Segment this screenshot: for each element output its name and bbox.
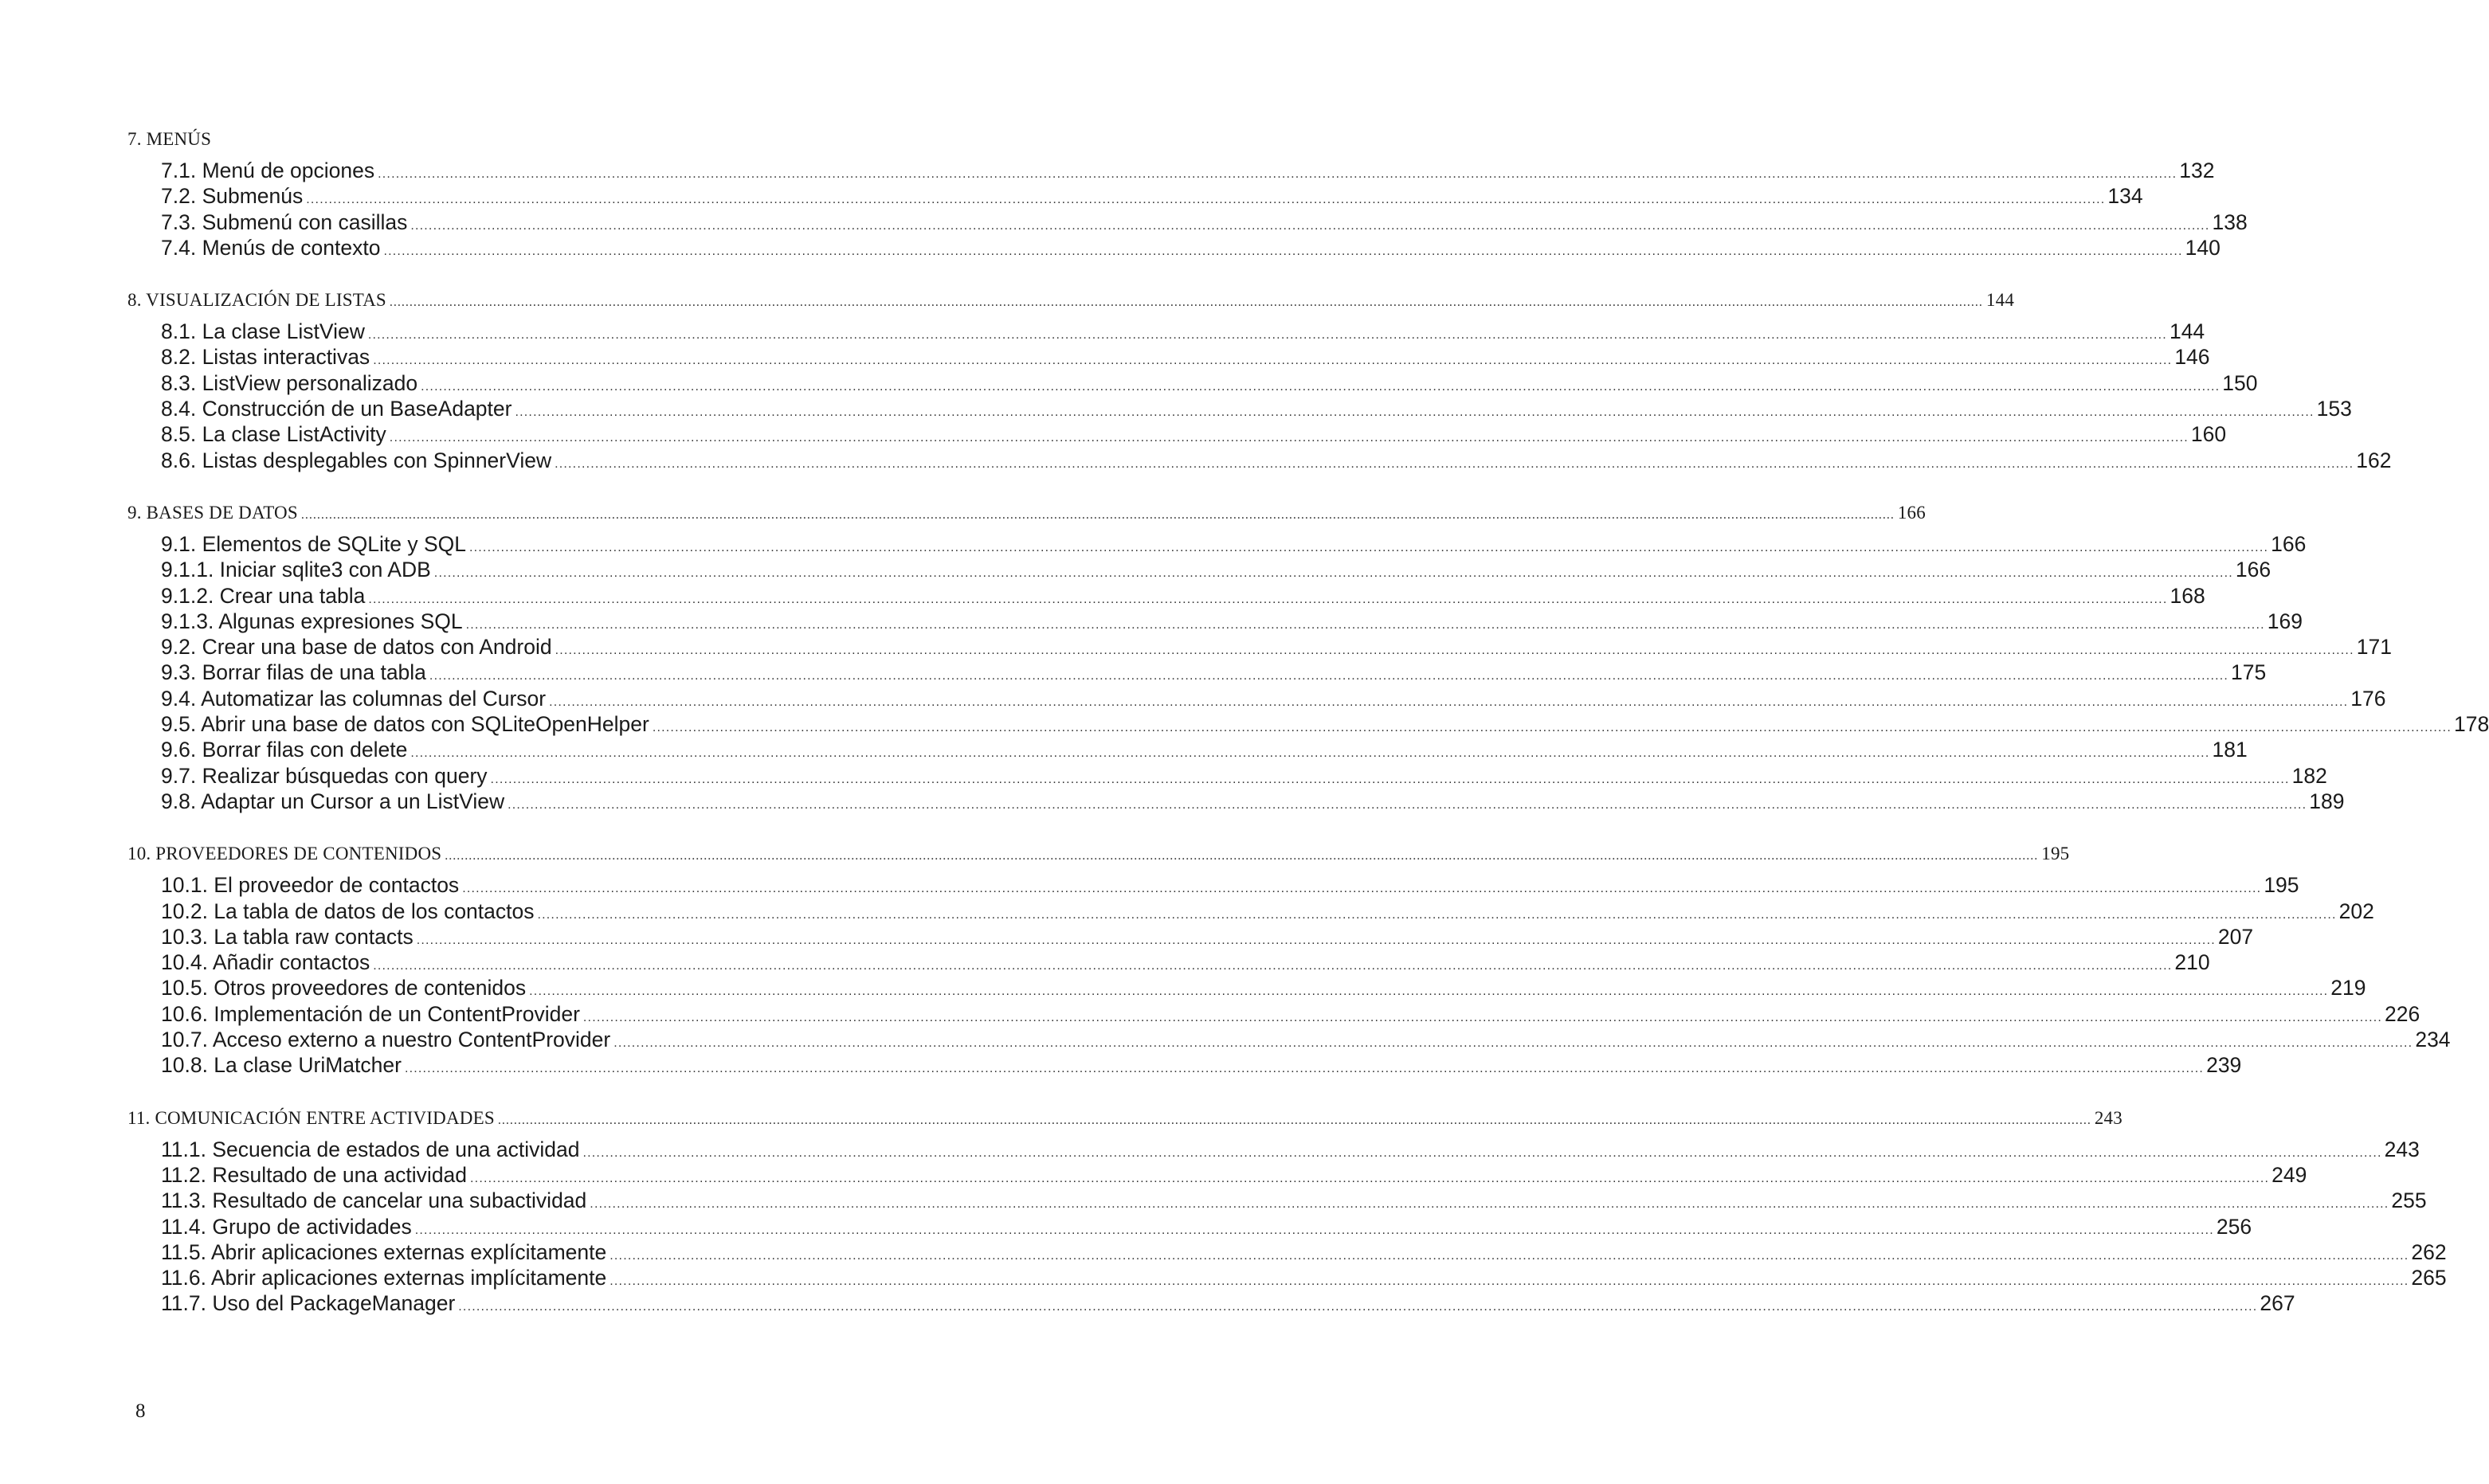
entry-page-number: 249 (2271, 1162, 2307, 1187)
toc-chapter (127, 282, 2392, 473)
toc-entry (161, 1027, 2451, 1052)
dot-leader: ................................................................................................................................................................................................................................................................................................................................................................................................................ (515, 405, 2315, 420)
dot-leader: ................................................................................................................................................................................................................................................................................................................................................................................................................ (549, 695, 2349, 709)
entry-title: 9.6. Borrar filas con delete (161, 738, 408, 762)
entry-page-number: 255 (2391, 1188, 2427, 1213)
entry-page-number: 207 (2217, 924, 2254, 949)
toc-entry (161, 209, 2248, 235)
entry-page-number: 166 (2235, 558, 2271, 582)
entry-title: 9.3. Borrar filas de una tabla (161, 660, 426, 685)
entry-title: 10.4. Añadir contactos (161, 950, 370, 975)
chapter-page-number: 166 (1897, 502, 1926, 523)
entry-title: 7.4. Menús de contexto (161, 235, 381, 260)
chapter-title: 11. COMUNICACIÓN ENTRE ACTIVIDADES (127, 1107, 495, 1128)
entry-title: 8.3. ListView personalizado (161, 370, 418, 395)
entry-title: 10.8. La clase UriMatcher (161, 1053, 402, 1078)
dot-leader: ................................................................................................................................................................................................................................................................................................................................................................................................................ (414, 1223, 2214, 1237)
entry-page-number: 175 (2231, 660, 2267, 685)
entry-page-number: 182 (2291, 763, 2327, 788)
entry-page-number: 234 (2415, 1028, 2451, 1052)
entry-page-number: 132 (2179, 159, 2215, 182)
dot-leader: ................................................................................................................................................................................................................................................................................................................................................................................................................ (367, 328, 2167, 343)
dot-leader: ................................................................................................................................................................................................................................................................................................................................................................................................................ (416, 933, 2216, 947)
dot-leader: ................................................................................................................................................................................................................................................................................................................................................................................................................ (555, 644, 2354, 658)
entry-page-number: 262 (2411, 1239, 2447, 1264)
entry-title: 11.1. Secuencia de estados de una actividad (161, 1137, 580, 1161)
entry-page-number: 162 (2356, 448, 2392, 472)
dot-leader: ................................................................................................................................................................................................................................................................................................................................................................................................................ (582, 1010, 2383, 1024)
toc-entry (161, 557, 2271, 582)
toc-entry (161, 531, 2307, 557)
toc-entry (161, 872, 2299, 898)
page-number: 8 (135, 1400, 146, 1422)
entry-title: 11.4. Grupo de actividades (161, 1214, 412, 1239)
dot-leader: ................................................................................................................................................................................................................................................................................................................................................................................................................ (497, 1113, 2091, 1127)
entry-page-number: 178 (2453, 712, 2489, 737)
entry-page-number: 166 (2271, 531, 2307, 556)
chapter-page-number: 144 (1985, 290, 2015, 311)
toc-entry (161, 975, 2366, 1000)
toc-entry (161, 1001, 2420, 1027)
entry-title: 9.1.3. Algunas expresiones SQL (161, 609, 463, 633)
entry-page-number: 265 (2411, 1266, 2447, 1290)
table-of-contents (127, 121, 2489, 1338)
dot-leader: ................................................................................................................................................................................................................................................................................................................................................................................................................ (465, 617, 2265, 632)
entry-page-number: 134 (2107, 184, 2143, 209)
entry-title: 11.5. Abrir aplicaciones externas explícitamente (161, 1239, 607, 1264)
dot-leader: ................................................................................................................................................................................................................................................................................................................................................................................................................ (582, 1145, 2382, 1160)
entry-title: 9.5. Abrir una base de datos con SQLiteOpenHelper (161, 712, 649, 737)
entry-page-number: 150 (2222, 370, 2258, 395)
entry-title: 11.6. Abrir aplicaciones externas implícitamente (161, 1266, 607, 1290)
dot-leader: ................................................................................................................................................................................................................................................................................................................................................................................................................ (610, 1248, 2409, 1263)
entry-page-number: 160 (2190, 422, 2227, 447)
chapter-heading (127, 282, 2015, 319)
entry-page-number: 210 (2174, 950, 2210, 975)
dot-leader: ................................................................................................................................................................................................................................................................................................................................................................................................................ (410, 746, 2210, 761)
toc-entry (161, 1188, 2427, 1213)
toc-entry (161, 183, 2143, 209)
dot-leader: ................................................................................................................................................................................................................................................................................................................................................................................................................ (462, 882, 2262, 896)
chapter-title: 10. PROVEEDORES DE CONTENIDOS (127, 844, 442, 864)
chapter-heading (127, 495, 1926, 531)
dot-leader: ................................................................................................................................................................................................................................................................................................................................................................................................................ (378, 167, 2177, 181)
entry-page-number: 153 (2316, 397, 2352, 421)
toc-entry (161, 1239, 2447, 1265)
entry-title: 10.1. El proveedor de contactos (161, 873, 460, 898)
entry-title: 8.4. Construcción de un BaseAdapter (161, 397, 512, 421)
entry-title: 8.6. Listas desplegables con SpinnerView (161, 448, 552, 472)
dot-leader: ................................................................................................................................................................................................................................................................................................................................................................................................................ (445, 849, 2039, 863)
chapter-page-number: 243 (2094, 1107, 2123, 1128)
entry-page-number: 239 (2206, 1053, 2242, 1078)
toc-entry (161, 1214, 2252, 1239)
dot-leader: ................................................................................................................................................................................................................................................................................................................................................................................................................ (389, 431, 2189, 445)
dot-leader: ................................................................................................................................................................................................................................................................................................................................................................................................................ (404, 1062, 2205, 1076)
toc-entry (161, 763, 2327, 789)
toc-entry (161, 950, 2210, 975)
dot-leader: ................................................................................................................................................................................................................................................................................................................................................................................................................ (468, 540, 2269, 554)
toc-entry (161, 235, 2221, 260)
dot-leader: ................................................................................................................................................................................................................................................................................................................................................................................................................ (555, 456, 2354, 471)
toc-entry (161, 370, 2258, 396)
entry-page-number: 144 (2169, 319, 2205, 344)
entry-title: 10.5. Otros proveedores de contenidos (161, 976, 527, 1000)
dot-leader: ................................................................................................................................................................................................................................................................................................................................................................................................................ (490, 772, 2290, 786)
toc-entry (161, 344, 2210, 370)
dot-leader: ................................................................................................................................................................................................................................................................................................................................................................................................................ (300, 507, 1895, 522)
entry-title: 9.1.2. Crear una tabla (161, 583, 366, 608)
dot-leader: ................................................................................................................................................................................................................................................................................................................................................................................................................ (529, 985, 2329, 999)
toc-entry (161, 789, 2345, 814)
dot-leader: ................................................................................................................................................................................................................................................................................................................................................................................................................ (508, 797, 2307, 812)
entry-title: 9.2. Crear una base de datos con Android (161, 635, 552, 660)
dot-leader: ................................................................................................................................................................................................................................................................................................................................................................................................................ (373, 959, 2173, 973)
entry-title: 7.3. Submenú con casillas (161, 209, 408, 234)
dot-leader: ................................................................................................................................................................................................................................................................................................................................................................................................................ (429, 669, 2229, 683)
entry-page-number: 181 (2212, 738, 2248, 762)
dot-leader: ................................................................................................................................................................................................................................................................................................................................................................................................................ (610, 1275, 2409, 1289)
dot-leader: ................................................................................................................................................................................................................................................................................................................................................................................................................ (652, 721, 2452, 735)
toc-entry (161, 1265, 2447, 1290)
chapter-title: 7. MENÚS (127, 129, 212, 149)
entry-page-number: 256 (2216, 1214, 2252, 1239)
toc-entry (161, 711, 2489, 737)
entry-page-number: 138 (2212, 209, 2248, 234)
toc-chapter (127, 836, 2451, 1078)
toc-entry (161, 660, 2267, 685)
entry-title: 9.8. Adaptar un Cursor a un ListView (161, 789, 505, 813)
entry-title: 10.3. La tabla raw contacts (161, 924, 414, 949)
entry-title: 11.2. Resultado de una actividad (161, 1162, 468, 1187)
dot-leader: ................................................................................................................................................................................................................................................................................................................................................................................................................ (368, 592, 2168, 606)
toc-entry (161, 158, 2215, 183)
entry-title: 8.2. Listas interactivas (161, 345, 370, 370)
toc-entry (161, 737, 2248, 762)
entry-title: 9.1.1. Iniciar sqlite3 con ADB (161, 558, 431, 582)
entry-title: 9.4. Automatizar las columnas del Cursor (161, 686, 547, 711)
entry-page-number: 226 (2385, 1001, 2420, 1026)
entry-page-number: 169 (2267, 609, 2303, 633)
entry-title: 9.1. Elementos de SQLite y SQL (161, 531, 466, 556)
toc-chapter (127, 495, 2489, 814)
toc-entry (161, 924, 2254, 950)
chapter-title: 8. VISUALIZACIÓN DE LISTAS (127, 290, 386, 311)
toc-entry (161, 686, 2386, 711)
dot-leader: ................................................................................................................................................................................................................................................................................................................................................................................................................ (590, 1197, 2389, 1212)
dot-leader: ................................................................................................................................................................................................................................................................................................................................................................................................................ (421, 379, 2221, 394)
dot-leader: ................................................................................................................................................................................................................................................................................................................................................................................................................ (373, 354, 2173, 368)
toc-entry (161, 899, 2374, 924)
toc-entry (161, 609, 2303, 634)
entry-page-number: 195 (2264, 873, 2299, 898)
entry-page-number: 146 (2174, 345, 2210, 370)
chapter-heading (127, 1100, 2123, 1137)
dot-leader: ................................................................................................................................................................................................................................................................................................................................................................................................................ (613, 1036, 2413, 1051)
toc-chapter (127, 121, 2248, 260)
entry-page-number: 243 (2384, 1137, 2420, 1161)
chapter-page-number: 195 (2041, 844, 2070, 864)
dot-leader: ................................................................................................................................................................................................................................................................................................................................................................................................................ (470, 1171, 2270, 1185)
toc-entry (161, 1162, 2307, 1188)
entry-page-number: 140 (2185, 235, 2221, 260)
toc-entry (161, 583, 2205, 609)
toc-entry (161, 634, 2392, 660)
dot-leader: ................................................................................................................................................................................................................................................................................................................................................................................................................ (458, 1300, 2258, 1314)
chapter-title: 9. BASES DE DATOS (127, 502, 298, 523)
entry-title: 10.7. Acceso externo a nuestro ContentProvider (161, 1028, 611, 1052)
entry-page-number: 202 (2338, 899, 2374, 923)
chapter-heading (127, 121, 958, 158)
dot-leader: ................................................................................................................................................................................................................................................................................................................................................................................................................ (433, 566, 2233, 581)
entry-title: 10.2. La tabla de datos de los contactos (161, 899, 535, 923)
toc-entry (161, 448, 2392, 473)
entry-title: 7.2. Submenús (161, 184, 304, 209)
toc-entry (161, 1137, 2420, 1162)
entry-page-number: 219 (2330, 976, 2366, 1000)
dot-leader: ................................................................................................................................................................................................................................................................................................................................................................................................................ (383, 244, 2183, 258)
entry-page-number: 171 (2356, 635, 2392, 660)
toc-entry (161, 1290, 2295, 1316)
entry-title: 10.6. Implementación de un ContentProvider (161, 1001, 580, 1026)
entry-page-number: 176 (2350, 686, 2386, 711)
entry-title: 7.1. Menú de opciones (161, 159, 375, 182)
dot-leader: ................................................................................................................................................................................................................................................................................................................................................................................................................ (306, 193, 2106, 207)
entry-title: 8.1. La clase ListView (161, 319, 365, 344)
toc-entry (161, 319, 2205, 344)
entry-page-number: 189 (2309, 789, 2345, 813)
entry-title: 11.7. Uso del PackageManager (161, 1291, 456, 1316)
toc-entry (161, 1052, 2242, 1078)
dot-leader: ................................................................................................................................................................................................................................................................................................................................................................................................................ (389, 296, 1983, 310)
entry-title: 9.7. Realizar búsquedas con query (161, 763, 488, 788)
dot-leader: ................................................................................................................................................................................................................................................................................................................................................................................................................ (410, 218, 2210, 233)
toc-entry (161, 396, 2352, 421)
chapter-heading (127, 836, 2070, 872)
entry-page-number: 267 (2260, 1291, 2295, 1316)
dot-leader: ................................................................................................................................................................................................................................................................................................................................................................................................................ (537, 907, 2337, 922)
entry-page-number: 168 (2170, 583, 2205, 608)
entry-title: 8.5. La clase ListActivity (161, 422, 386, 447)
toc-chapter (127, 1100, 2447, 1317)
toc-entry (161, 421, 2227, 447)
entry-title: 11.3. Resultado de cancelar una subactividad (161, 1188, 587, 1213)
